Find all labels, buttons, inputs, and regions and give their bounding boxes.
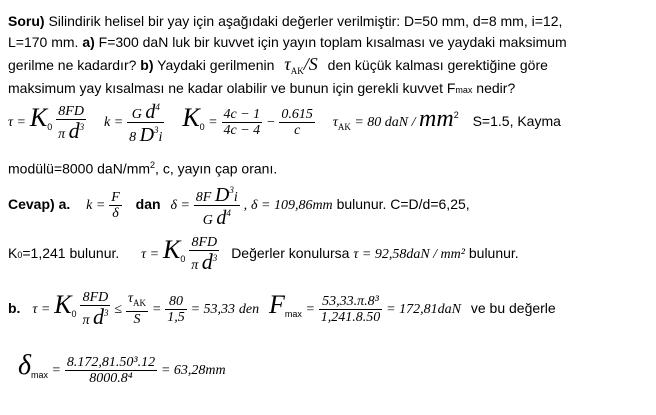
problem-line-3 (8, 56, 548, 80)
delta-max-den: 8000.8⁴ (89, 370, 133, 386)
den-text: den (238, 302, 260, 317)
problem-line-4 (8, 80, 515, 99)
modulus-text: modülü=8000 daN/mm (8, 160, 151, 177)
tau-ak-formula: $\tau_{AK} = 80$ daN / (332, 115, 420, 133)
delta-frac: $\frac{8F D^3i}{G d^4}$ (195, 184, 238, 229)
problem-text-2b: F=300 daN luk bir kuvvet için yayın toplam kısalması ve yaydaki maksimum (94, 34, 567, 50)
problem-text-3c: den küçük kalması gerektiğine göre (327, 57, 548, 73)
k-formula: k = (104, 115, 124, 131)
part-a-label: a) (82, 34, 95, 50)
problem-line-6 (8, 157, 277, 178)
answer-line-a: Cevap) a. k = $\frac{F}{\delta}$ dan δ = $\frac{8F D^3i}{G d^4}$ , δ = 109,86mm bulunur. C=D/d=6,25, (8, 184, 470, 229)
fmax-subscript: max (455, 85, 473, 95)
delta-max-num: 8.172,81.50³.12 (66, 354, 156, 370)
fmax-frac (319, 294, 383, 325)
modulus-sup: 2 (150, 160, 156, 170)
problem-line-2 (8, 34, 567, 51)
delta-result: δ = 109,86mm (250, 198, 333, 214)
ve-bu-text: ve bu değerle (470, 300, 556, 316)
k-frac: $\frac{F}{\delta}$ (111, 190, 120, 221)
s-text: S=1.5, Kayma (472, 113, 561, 130)
bulunur-text: bulunur. (468, 245, 519, 261)
problem-text-2a: L=170 mm. (8, 34, 83, 50)
problem-text-3b: Yaydaki gerilmenin (153, 57, 275, 73)
problem-text-3a: gerilme ne kadardır? (8, 57, 141, 73)
delta-max-frac (65, 355, 157, 386)
part-b-answer-label: b. (8, 300, 21, 316)
problem-text-1: Silindirik helisel bir yay için aşağıdaki değerler verilmiştir: D=50 mm, d=8 mm, i=12, (44, 13, 563, 29)
problem-line-1 (8, 13, 562, 30)
tau-frac-2: $\frac{8FD}{\pi d^3}$ (191, 235, 218, 275)
k0-sub: 0 (17, 250, 23, 260)
tau-result: τ = 92,58daN / mm² (353, 247, 465, 262)
part-b-label: b) (140, 57, 154, 73)
bulunur-c-text: bulunur. C=D/d=6,25, (336, 196, 470, 213)
given-formulas: $\tau = K_0$ $\frac{8FD}{\pi d^3}$ k = $\frac{G d^4}{8 D^3i}$ $K_0$ = $\frac{4c - 1}{4c - 4}$ − $\frac{0.615}{c}$ $\tau_{AK} = 80$ daN / $mm^2$ S=1.5, Kayma (8, 101, 561, 146)
modulus-text-end: , c, yayın çap oranı. (155, 160, 278, 177)
problem-text-4: maksimum yay kısalması ne kadar olabilir ve bunun için gerekli kuvvet F (8, 80, 456, 96)
fmax-den: 1,241.8.50 (320, 309, 381, 325)
fmax-num: 53,33.π.8³ (319, 294, 383, 310)
dan-text: dan (135, 196, 161, 213)
problem-label: Soru) (8, 13, 45, 29)
fmax-result: = 172,81daN (386, 302, 461, 317)
degerler-text: Değerler konulursa (231, 245, 350, 261)
answer-line-k0: K0=1,241 bulunur. $\tau = K_0$ $\frac{8FD}{\pi d^3}$ Değerler konulursa τ = 92,58daN / mm² bulunur. (8, 235, 519, 275)
delta-max-line: $\delta_{max}$ = $\frac{\text{8.172,81.50³.12}}{\text{8000.8⁴}}$ = 63,28mm (18, 350, 226, 386)
problem-text-4-end: nedir? (472, 80, 516, 96)
tau-formula: τ = (8, 115, 26, 131)
k0-value: =1,241 bulunur. (22, 245, 120, 261)
delta-max-result: = 63,28mm (160, 363, 226, 378)
k0-label: K (8, 245, 18, 261)
answer-label: Cevap) a. (8, 196, 71, 213)
k0-formula: K (182, 103, 200, 133)
part-b-line: b. $\tau = K_0$ $\frac{8FD}{\pi d^3}$ ≤ $\frac{\tau_{AK}}{S}$ = $\frac{80}{1,5}$ = 53,33 den $F_{max}$ = $\frac{\text{53,33.π.8³}}{1,241.8.50}$ = 172,81daN ve bu değerle (8, 290, 556, 330)
tau-ak-over-s-formula: $\tau_{AK}/S$ (284, 54, 318, 76)
